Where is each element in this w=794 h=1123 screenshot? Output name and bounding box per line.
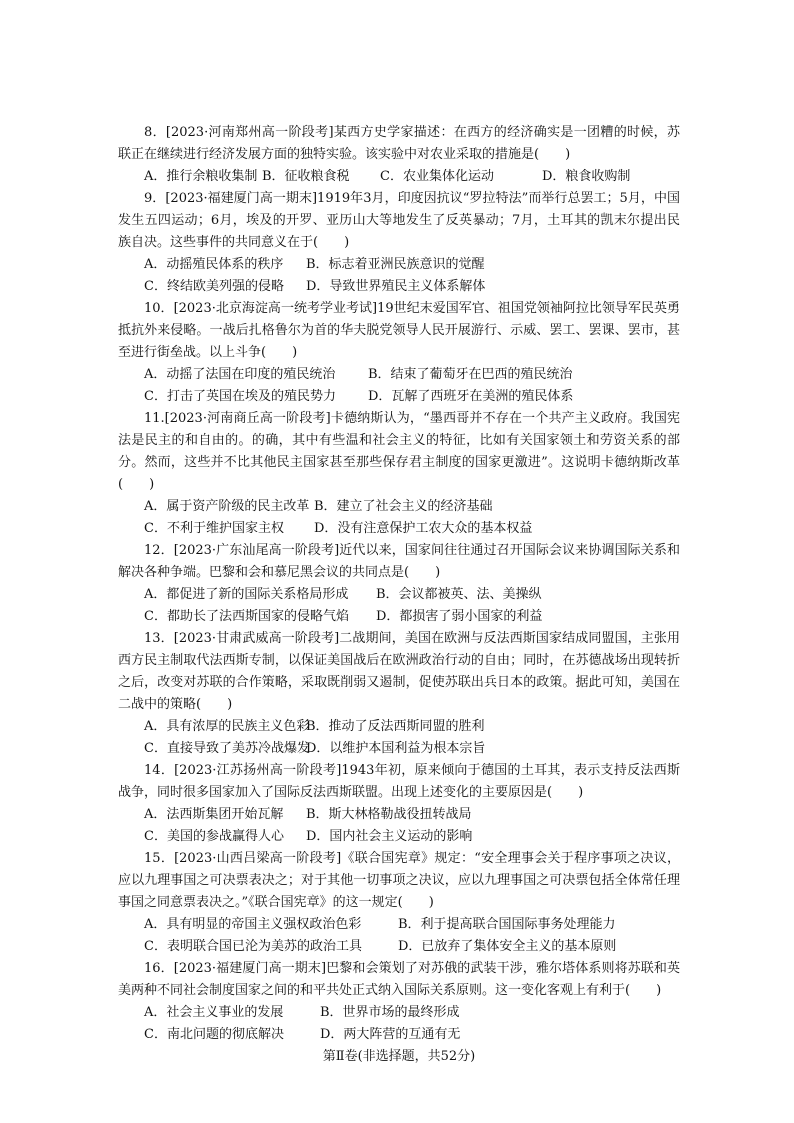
question-16 — [118, 958, 680, 1046]
question-8-stem: 8．[2023·河南郑州高一阶段考]某西方史学家描述：在西方的经济确实是一团糟的时候，苏联正在继续进行经济发展方面的独特实验。该实验中对农业采取的措施是( ) — [118, 125, 680, 162]
question-11-stem: 11.[2023·河南商丘高一阶段考]卡德纳斯认为，“墨西哥并不存在一个共产主义政府。我国宪法是民主的和自由的。的确，其中有些温和社会主义的特征，比如有关国家领土和劳资关系的部分。然而，这些并不比其他民主国家甚至那些保存君主制度的国家更激进”。这说明卡德纳斯改革( ) — [118, 411, 680, 492]
option-a: A．社会主义事业的发展 — [144, 1005, 284, 1020]
question-14-options — [118, 804, 680, 848]
option-a: A．动摇殖民体系的秩序 — [144, 257, 284, 272]
question-15-stem: 15．[2023·山西吕梁高一阶段考]《联合国宪章》规定：“安全理事会关于程序事项之决议，应以九理事国之可决票表决之；对于其他一切事项之决议，应以九理事国之可决票包括全体常任理事国之同意票表决之。”《联合国宪章》的这一规定( ) — [118, 851, 680, 910]
option-c: C．直接导致了美苏冷战爆发 — [144, 741, 310, 756]
option-d: D．粮食收购制 — [542, 169, 631, 184]
question-16-options — [118, 1002, 680, 1024]
option-a: A．都促进了新的国际关系格局形成 — [144, 587, 349, 602]
question-15 — [118, 848, 680, 958]
option-b: B．征收粮食税 — [262, 169, 350, 184]
question-9-stem: 9．[2023·福建厦门高一期末]1919年3月，印度因抗议“罗拉特法”而举行总罢工；5月，中国发生五四运动；6月，埃及的开罗、亚历山大等地发生了反英暴动；7月，土耳其的凯末尔提出民族自决。这些事件的共同意义在于( ) — [118, 191, 680, 250]
question-16-stem: 16．[2023·福建厦门高一期末]巴黎和会策划了对苏俄的武装干涉，雅尔塔体系则将苏联和英美两种不同社会制度国家之间的和平共处正式纳入国际关系原则。这一变化客观上有利于( ) — [118, 961, 680, 998]
question-8-options — [118, 166, 680, 188]
option-a: A．法西斯集团开始瓦解 — [144, 807, 284, 822]
question-10-stem: 10．[2023·北京海淀高一统考学业考试]19世纪末爱国军官、祖国党领袖阿拉比领导军民英勇抵抗外来侵略。一战后扎格鲁尔为首的华夫脱党领导人民开展游行、示威、罢工、罢课、罢市，甚至进行街垒战。以上斗争( ) — [118, 301, 680, 360]
question-11-options — [118, 496, 680, 540]
question-13-options — [118, 716, 680, 760]
option-a: A．属于资产阶级的民主改革 — [144, 499, 310, 514]
option-b: B．斯大林格勒战役扭转战局 — [306, 807, 472, 822]
option-b: B．标志着亚洲民族意识的觉醒 — [306, 257, 485, 272]
question-13-stem: 13．[2023·甘肃武威高一阶段考]二战期间，美国在欧洲与反法西斯国家结成同盟国，主张用西方民主制取代法西斯专制，以保证美国战后在欧洲政治行动的自由；同时，在苏德战场出现转折之后，改变对苏联的合作策略，采取既削弱又遏制，促使苏联出兵日本的政策。据此可知，美国在二战中的策略( ) — [118, 631, 680, 712]
option-c: C．终结欧美列强的侵略 — [144, 279, 284, 294]
option-c: C．南北问题的彻底解决 — [144, 1027, 284, 1042]
question-14-stem: 14．[2023·江苏扬州高一阶段考]1943年初，原来倾向于德国的土耳其，表示支持反法西斯战争，同时很多国家加入了国际反法西斯联盟。出现上述变化的主要原因是( ) — [118, 763, 680, 800]
question-13 — [118, 628, 680, 760]
option-d: D．没有注意保护工农大众的基本权益 — [314, 521, 533, 536]
question-12-stem: 12．[2023·广东汕尾高一阶段考]近代以来，国家间往往通过召开国际会议来协调国际关系和解决各种争端。巴黎和会和慕尼黑会议的共同点是( ) — [118, 543, 680, 580]
option-a: A．具有明显的帝国主义强权政治色彩 — [144, 917, 362, 932]
option-a: A．推行余粮收集制 — [144, 169, 258, 184]
option-b: B．建立了社会主义的经济基础 — [314, 499, 493, 514]
option-b: B．结束了葡萄牙在巴西的殖民统治 — [368, 367, 573, 382]
option-c: C．不利于维护国家主权 — [144, 521, 284, 536]
option-d: D．已放弃了集体安全主义的基本原则 — [398, 939, 617, 954]
option-d: D．国内社会主义运动的影响 — [306, 829, 473, 844]
option-d: D．两大阵营的互通有无 — [320, 1027, 461, 1042]
part-2-heading: 第Ⅱ卷(非选择题，共52分) — [322, 1049, 476, 1064]
option-c: C．都助长了法西斯国家的侵略气焰 — [144, 609, 349, 624]
question-9-options — [118, 254, 680, 298]
question-15-options — [118, 914, 680, 958]
question-12 — [118, 540, 680, 628]
question-16-options-last-row — [118, 1024, 680, 1046]
option-c: C．美国的参战赢得人心 — [144, 829, 284, 844]
question-10 — [118, 298, 680, 408]
option-d: D．以维护本国利益为根本宗旨 — [306, 741, 486, 756]
option-d: D．导致世界殖民主义体系解体 — [306, 279, 486, 294]
option-b: B．利于提高联合国国际事务处理能力 — [398, 917, 616, 932]
option-a: A．具有浓厚的民族主义色彩 — [144, 719, 310, 734]
question-11 — [118, 408, 680, 540]
option-b: B．推动了反法西斯同盟的胜利 — [306, 719, 485, 734]
question-sheet — [118, 122, 680, 1068]
question-12-options — [118, 584, 680, 628]
question-14 — [118, 760, 680, 848]
option-a: A．动摇了法国在印度的殖民统治 — [144, 367, 336, 382]
question-9 — [118, 188, 680, 298]
option-c: C．表明联合国已沦为美苏的政治工具 — [144, 939, 362, 954]
question-10-options — [118, 364, 680, 408]
option-c: C．打击了英国在埃及的殖民势力 — [144, 389, 336, 404]
question-8 — [118, 122, 680, 188]
option-b: B．会议都被英、法、美操纵 — [376, 587, 542, 602]
option-d: D．瓦解了西班牙在美洲的殖民体系 — [368, 389, 574, 404]
option-d: D．都损害了弱小国家的利益 — [376, 609, 543, 624]
option-c: C．农业集体化运动 — [380, 169, 494, 184]
option-b: B．世界市场的最终形成 — [320, 1005, 460, 1020]
